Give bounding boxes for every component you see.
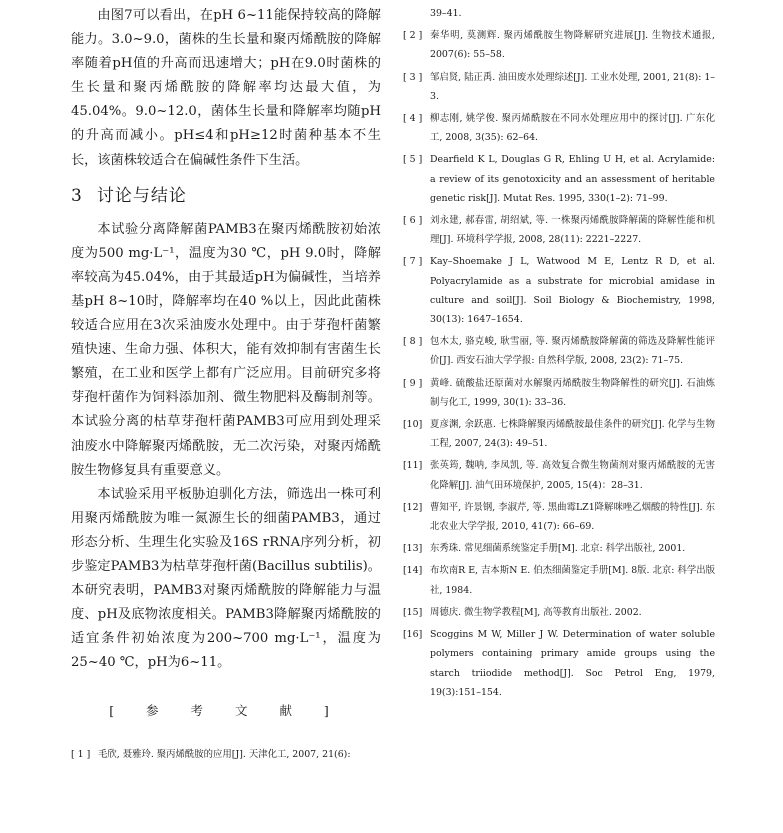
reference-item <box>403 211 715 249</box>
reference-label: [12] <box>403 501 423 513</box>
discussion-paragraph: 本试验分离降解菌PAMB3在聚丙烯酰胺初始浓度为500 mg·L⁻¹，温度为30 ℃，pH 9.0时，降解率较高为45.04%，由于其最适pH为偏碱性，当培养基pH 8~10时，降解率均在40 %以上，因此此菌株较适合应用在3次采油废水处理中。由于芽孢杆菌繁殖快速、生命力强、体积大，能有效抑制有害菌生长繁殖，在工业和医学上都有广泛应用。目前研究多将芽孢杆菌作为饲料添加剂、微生物肥料及酶制剂等。本试验分离的枯草芽孢杆菌PAMB3可应用到处理采油废水中降解聚丙烯酰胺，无二次污染，对聚丙烯酰胺生物修复具有重要意义。 <box>71 221 381 478</box>
section-title: 讨论与结论 <box>96 185 187 206</box>
results-paragraph: 由图7可以看出，在pH 6~11能保持较高的降解能力。3.0~9.0，菌株的生长量和聚丙烯酰胺的降解率随着pH值的升高而迅速增大；pH在9.0时菌株的生长量和聚丙烯酰胺的降解率均达最大值，为45.04%。9.0~12.0，菌体生长量和降解率均随pH的升高而减小。pH≤4和pH≥12时菌种基本不生长，该菌株较适合在偏碱性条件下生活。 <box>71 8 381 168</box>
reference-text: 东秀珠. 常见细菌系统鉴定手册[M]. 北京: 科学出版社, 2001. <box>430 543 686 555</box>
reference-continuation: 39–41. <box>430 8 462 19</box>
reference-label: [15] <box>403 606 423 618</box>
reference-item <box>403 109 715 147</box>
reference-item <box>403 498 715 536</box>
reference-label: [13] <box>403 543 423 555</box>
reference-label: [ 7 ] <box>403 256 423 268</box>
reference-label: [11] <box>403 460 423 472</box>
reference-label: [16] <box>403 629 423 641</box>
reference-text: 刘永建, 郝春雷, 胡绍斌, 等. 一株聚丙烯酰胺降解菌的降解性能和机理[J]. 环境科学学报, 2008, 28(11): 2221–2227. <box>430 215 715 246</box>
reference-label: [ 2 ] <box>403 30 423 42</box>
reference-text: 邹启贤, 陆正禹. 油田废水处理综述[J]. 工业水处理, 2001, 21(8): 1–3. <box>430 71 715 102</box>
section-heading <box>71 181 381 206</box>
reference-text: 黄峰. 硫酸盐还原菌对水解聚丙烯酰胺生物降解性的研究[J]. 石油炼制与化工, 1999, 30(1): 33–36. <box>430 377 715 408</box>
reference-text: Scoggins M W, Miller J W. Determination of water soluble polymers containing primary amide groups using the starch triiodide method[J]. Soc Petrol Eng, 1979, 19(3):151–154. <box>430 629 715 698</box>
reference-item <box>403 332 715 370</box>
reference-text: 毛欣, 聂雅玲. 聚丙烯酰胺的应用[J]. 天津化工, 2007, 21(6): <box>98 749 351 761</box>
reference-label: [ 8 ] <box>403 336 423 348</box>
reference-item <box>403 415 715 453</box>
reference-label: [ 9 ] <box>403 377 423 389</box>
reference-label: [14] <box>403 565 423 577</box>
reference-item <box>403 561 715 599</box>
reference-text: 秦华明, 莫测辉. 聚丙烯酰胺生物降解研究进展[J]. 生物技术通报, 2007(6): 55–58. <box>430 30 715 61</box>
reference-item <box>403 374 715 412</box>
reference-label: [ 4 ] <box>403 113 423 125</box>
reference-item <box>403 625 715 702</box>
reference-label: [ 1 ] <box>71 749 91 761</box>
reference-label: [10] <box>403 419 423 431</box>
references-title: [ 参 考 文 献 ] <box>109 703 343 719</box>
reference-text: Kay–Shoemake J L, Watwood M E, Lentz R D, et al. Polyacrylamide as a substrate for microbial amidase in culture and soil[J]. Soil Biology & Biochemistry, 1998, 30(13): 1647–1654. <box>430 256 715 326</box>
section-number: 3 <box>71 185 83 206</box>
reference-label: [ 3 ] <box>403 71 423 83</box>
reference-text: 布坎南R E, 吉本斯N E. 伯杰细菌鉴定手册[M]. 8版. 北京: 科学出版社, 1984. <box>430 565 715 596</box>
reference-label: [ 5 ] <box>403 154 423 166</box>
reference-item <box>403 26 715 64</box>
reference-item <box>403 456 715 494</box>
conclusion-paragraph: 本试验采用平板胁迫驯化方法，筛选出一株可利用聚丙烯酰胺为唯一氮源生长的细菌PAMB3，通过形态分析、生理生化实验及16S rRNA序列分析，初步鉴定PAMB3为枯草芽孢杆菌(Bacillus subtilis)。本研究表明，PAMB3对聚丙烯酰胺的降解能力与温度、pH及底物浓度相关。PAMB3降解聚丙烯酰胺的适宜条件初始浓度为200~700 mg·L⁻¹，温度为25~40 ℃，pH为6~11。 <box>71 486 381 671</box>
reference-text: Dearfield K L, Douglas G R, Ehling U H, et al. Acrylamide: a review of its genotoxicity and an assessment of heritable genetic risk[J]. Mutat Res. 1995, 330(1–2): 71–99. <box>430 154 715 204</box>
reference-text: 夏彦渊, 余跃惠. 七株降解聚丙烯酰胺最佳条件的研究[J]. 化学与生物工程, 2007, 24(3): 49–51. <box>430 419 715 450</box>
reference-item <box>403 603 715 622</box>
reference-item <box>403 150 715 208</box>
right-column <box>403 4 715 705</box>
left-column <box>71 4 381 768</box>
reference-text: 周德庆. 微生物学教程[M], 高等教育出版社. 2002. <box>430 606 642 618</box>
reference-text: 曹知平, 许景钢, 李淑芹, 等. 黑曲霉LZ1降解咪唑乙烟酸的特性[J]. 东北农业大学学报, 2010, 41(7): 66–69. <box>430 501 715 533</box>
reference-text: 张英筠, 魏呐, 李凤凯, 等. 高效复合微生物菌剂对聚丙烯酰胺的无害化降解[J]. 油气田环境保护, 2005, 15(4)：28–31. <box>430 460 715 491</box>
reference-text: 包木太, 骆克峻, 耿雪丽, 等. 聚丙烯酰胺降解菌的筛选及降解性能评价[J]. 西安石油大学学报: 自然科学版, 2008, 23(2): 71–75. <box>430 336 715 367</box>
reference-item <box>403 68 715 106</box>
reference-item <box>403 539 715 558</box>
reference-item <box>71 745 381 764</box>
reference-item <box>403 252 715 329</box>
reference-label: [ 6 ] <box>403 215 423 227</box>
reference-text: 柳志刚, 姚学俊. 聚丙烯酰胺在不同水处理应用中的探讨[J]. 广东化工, 2008, 3(35): 62–64. <box>430 113 715 144</box>
